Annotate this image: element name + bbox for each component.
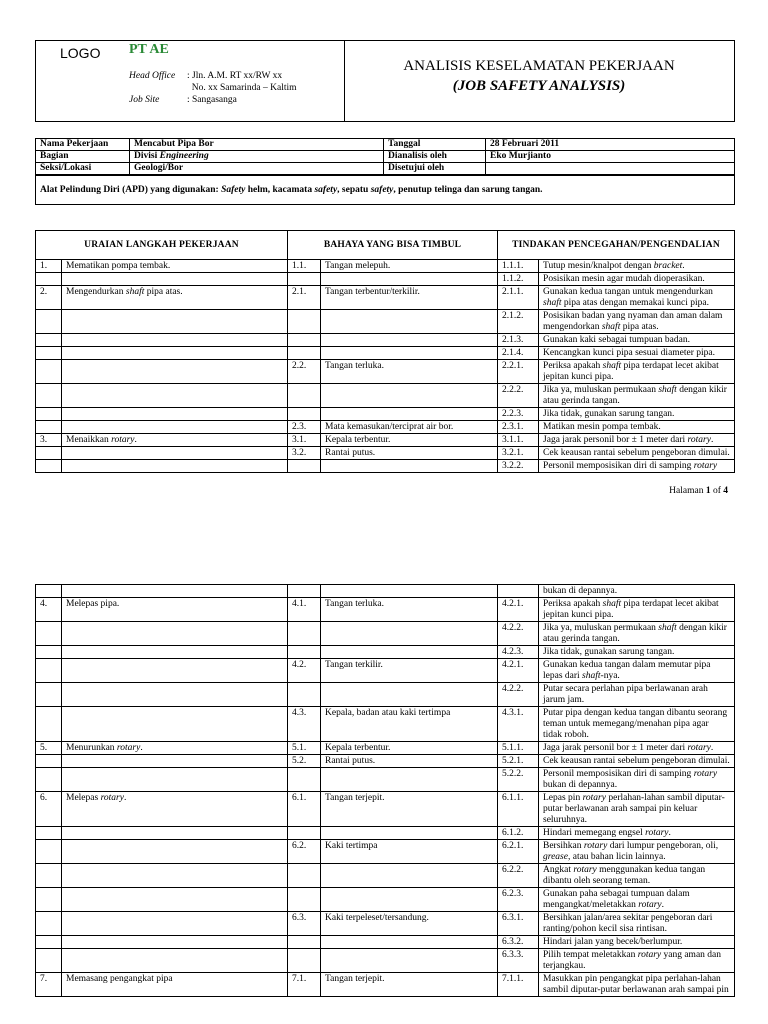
control-number: 6.2.3. — [498, 888, 539, 912]
table-row — [36, 434, 735, 447]
step-number — [36, 408, 62, 421]
hazard-description — [321, 622, 498, 646]
hazard-description: Tangan terbentur/terkilir. — [321, 286, 498, 310]
hazard-number — [288, 460, 321, 473]
step-number — [36, 707, 62, 742]
table-row — [36, 683, 735, 707]
step-number — [36, 310, 62, 334]
control-description: Jika ya, muluskan permukaan shaft dengan kikir atau gerinda tangan. — [539, 622, 735, 646]
step-description — [62, 755, 288, 768]
step-number — [36, 888, 62, 912]
step-description — [62, 408, 288, 421]
control-description: Pilih tempat meletakkan rotary yang aman dan terjangkau. — [539, 949, 735, 973]
control-number: 2.2.2. — [498, 384, 539, 408]
hazard-description: Kepala, badan atau kaki tertimpa — [321, 707, 498, 742]
hazard-description — [321, 408, 498, 421]
ppe-statement: Alat Pelindung Diri (APD) yang digunakan: Safety helm, kacamata safety, sepatu safety, penutup telinga dan sarung tangan. — [35, 175, 735, 205]
step-description: Mengendurkan shaft pipa atas. — [62, 286, 288, 310]
control-description: Gunakan paha sebagai tumpuan dalam mengangkat/meletakkan rotary. — [539, 888, 735, 912]
hazard-number: 2.3. — [288, 421, 321, 434]
hazard-number: 5.2. — [288, 755, 321, 768]
control-description: Cek keausan rantai sebelum pengeboran dimulai. — [539, 447, 735, 460]
step-description — [62, 622, 288, 646]
job-site-value: : Sangasanga — [187, 95, 237, 105]
control-description: Kencangkan kunci pipa sesuai diameter pipa. — [539, 347, 735, 360]
department-value: Divisi Engineering — [130, 151, 384, 163]
control-description: Jaga jarak personil bor ± 1 meter dari rotary. — [539, 742, 735, 755]
control-description: Personil memposisikan diri di samping rotary — [539, 460, 735, 473]
hazard-description — [321, 768, 498, 792]
table-row — [36, 360, 735, 384]
control-description: bukan di depannya. — [539, 585, 735, 598]
step-number — [36, 864, 62, 888]
control-description: Hindari memegang engsel rotary. — [539, 827, 735, 840]
step-number — [36, 347, 62, 360]
step-description — [62, 310, 288, 334]
control-number: 6.3.3. — [498, 949, 539, 973]
hazard-number — [288, 310, 321, 334]
approved-by-label: Disetujui oleh — [384, 163, 486, 175]
control-description: Periksa apakah shaft pipa terdapat lecet akibat jepitan kunci pipa. — [539, 360, 735, 384]
hazard-description: Rantai putus. — [321, 755, 498, 768]
step-description: Menurunkan rotary. — [62, 742, 288, 755]
column-header-hazard: BAHAYA YANG BISA TIMBUL — [288, 231, 498, 260]
control-number: 4.2.1. — [498, 659, 539, 683]
control-number: 4.3.1. — [498, 707, 539, 742]
hazard-description: Tangan terjepit. — [321, 792, 498, 827]
control-number: 6.1.2. — [498, 827, 539, 840]
step-description: Memasang pengangkat pipa — [62, 973, 288, 997]
control-number: 4.2.2. — [498, 683, 539, 707]
hazard-number — [288, 408, 321, 421]
hazard-number — [288, 622, 321, 646]
step-description — [62, 827, 288, 840]
section-value: Geologi/Bor — [130, 163, 384, 175]
table-row — [36, 912, 735, 936]
control-number: 6.2.1. — [498, 840, 539, 864]
hazard-number — [288, 827, 321, 840]
control-number: 5.1.1. — [498, 742, 539, 755]
document-subtitle: (JOB SAFETY ANALYSIS) — [452, 78, 626, 94]
step-description — [62, 646, 288, 659]
step-number — [36, 912, 62, 936]
step-number — [36, 360, 62, 384]
control-number: 1.1.1. — [498, 260, 539, 273]
step-number — [36, 646, 62, 659]
table-row — [36, 286, 735, 310]
department-label: Bagian — [36, 151, 130, 163]
control-number: 6.3.1. — [498, 912, 539, 936]
step-number: 5. — [36, 742, 62, 755]
control-number: 3.1.1. — [498, 434, 539, 447]
control-description: Gunakan kedua tangan dalam memutar pipa lepas dari shaft-nya. — [539, 659, 735, 683]
hazard-description — [321, 683, 498, 707]
step-number — [36, 840, 62, 864]
step-number: 6. — [36, 792, 62, 827]
hazard-description — [321, 310, 498, 334]
jsa-table-page-1 — [35, 230, 735, 473]
step-number — [36, 622, 62, 646]
control-number: 3.2.2. — [498, 460, 539, 473]
step-description — [62, 659, 288, 683]
hazard-description — [321, 347, 498, 360]
hazard-description — [321, 384, 498, 408]
control-description: Periksa apakah shaft pipa terdapat lecet akibat jepitan kunci pipa. — [539, 598, 735, 622]
control-description: Gunakan kaki sebagai tumpuan badan. — [539, 334, 735, 347]
step-description — [62, 888, 288, 912]
step-description — [62, 334, 288, 347]
table-row — [36, 408, 735, 421]
step-number: 2. — [36, 286, 62, 310]
hazard-number: 4.1. — [288, 598, 321, 622]
control-number: 6.3.2. — [498, 936, 539, 949]
table-row — [36, 447, 735, 460]
table-row — [36, 755, 735, 768]
step-number — [36, 659, 62, 683]
control-description: Matikan mesin pompa tembak. — [539, 421, 735, 434]
table-row — [36, 260, 735, 273]
control-number: 2.2.3. — [498, 408, 539, 421]
hazard-number: 5.1. — [288, 742, 321, 755]
step-number — [36, 949, 62, 973]
table-row — [36, 768, 735, 792]
control-number — [498, 585, 539, 598]
step-number — [36, 936, 62, 949]
step-number: 1. — [36, 260, 62, 273]
hazard-description: Tangan terjepit. — [321, 973, 498, 997]
control-number: 2.1.4. — [498, 347, 539, 360]
control-number: 2.1.2. — [498, 310, 539, 334]
hazard-number: 6.1. — [288, 792, 321, 827]
document-header — [35, 40, 735, 122]
hazard-description — [321, 827, 498, 840]
step-description — [62, 949, 288, 973]
control-description: Angkat rotary menggunakan kedua tangan dibantu oleh seorang teman. — [539, 864, 735, 888]
step-description: Melepas pipa. — [62, 598, 288, 622]
table-row — [36, 622, 735, 646]
step-number: 7. — [36, 973, 62, 997]
control-number: 6.1.1. — [498, 792, 539, 827]
hazard-description: Tangan melepuh. — [321, 260, 498, 273]
date-value: 28 Februari 2011 — [486, 139, 735, 151]
approved-by-value — [486, 163, 735, 175]
document-title: ANALISIS KESELAMATAN PEKERJAAN — [403, 58, 675, 74]
control-number: 3.2.1. — [498, 447, 539, 460]
hazard-description — [321, 646, 498, 659]
hazard-description: Tangan terluka. — [321, 360, 498, 384]
step-number — [36, 421, 62, 434]
table-row — [36, 659, 735, 683]
control-description: Putar secara perlahan pipa berlawanan arah jarum jam. — [539, 683, 735, 707]
column-header-step: URAIAN LANGKAH PEKERJAAN — [36, 231, 288, 260]
hazard-description — [321, 585, 498, 598]
step-description — [62, 384, 288, 408]
control-description: Tutup mesin/knalpot dengan bracket. — [539, 260, 735, 273]
hazard-number: 4.2. — [288, 659, 321, 683]
control-number: 2.2.1. — [498, 360, 539, 384]
hazard-description: Kaki tertimpa — [321, 840, 498, 864]
step-description — [62, 840, 288, 864]
page-number: Halaman 1 of 4 — [669, 486, 728, 496]
hazard-description: Kaki terpeleset/tersandung. — [321, 912, 498, 936]
hazard-number — [288, 864, 321, 888]
column-header-control: TINDAKAN PENCEGAHAN/PENGENDALIAN — [498, 231, 735, 260]
step-description — [62, 912, 288, 936]
table-row — [36, 936, 735, 949]
step-number — [36, 768, 62, 792]
hazard-number — [288, 347, 321, 360]
hazard-number — [288, 646, 321, 659]
step-description — [62, 273, 288, 286]
hazard-number — [288, 888, 321, 912]
table-row — [36, 827, 735, 840]
hazard-number: 6.2. — [288, 840, 321, 864]
head-office-value: : Jln. A.M. RT xx/RW xx — [187, 71, 283, 81]
control-description: Posisikan mesin agar mudah dioperasikan. — [539, 273, 735, 286]
job-info-table — [35, 138, 735, 175]
job-name-label: Nama Pekerjaan — [36, 139, 130, 151]
table-row — [36, 421, 735, 434]
head-office-label: Head Office — [129, 71, 176, 81]
control-number: 2.1.3. — [498, 334, 539, 347]
step-number — [36, 827, 62, 840]
hazard-description — [321, 460, 498, 473]
step-number — [36, 683, 62, 707]
hazard-number: 7.1. — [288, 973, 321, 997]
table-row — [36, 864, 735, 888]
hazard-number: 6.3. — [288, 912, 321, 936]
control-description: Putar pipa dengan kedua tangan dibantu seorang teman untuk memegang/menahan pipa agar tidak roboh. — [539, 707, 735, 742]
hazard-description: Tangan terluka. — [321, 598, 498, 622]
hazard-description — [321, 334, 498, 347]
table-row — [36, 273, 735, 286]
control-description: Jika tidak, gunakan sarung tangan. — [539, 646, 735, 659]
control-number: 4.2.2. — [498, 622, 539, 646]
head-office-city: No. xx Samarinda – Kaltim — [191, 83, 297, 93]
hazard-description — [321, 949, 498, 973]
company-address — [129, 70, 297, 106]
step-description — [62, 683, 288, 707]
hazard-description — [321, 888, 498, 912]
step-number: 3. — [36, 434, 62, 447]
control-number: 7.1.1. — [498, 973, 539, 997]
table-row — [36, 460, 735, 473]
control-number: 4.2.1. — [498, 598, 539, 622]
step-description — [62, 585, 288, 598]
step-description — [62, 460, 288, 473]
job-site-label: Job Site — [129, 95, 160, 105]
table-row — [36, 347, 735, 360]
table-row — [36, 310, 735, 334]
hazard-description: Kepala terbentur. — [321, 742, 498, 755]
hazard-number — [288, 273, 321, 286]
hazard-description: Kepala terbentur. — [321, 434, 498, 447]
step-description: Mematikan pompa tembak. — [62, 260, 288, 273]
control-number: 5.2.1. — [498, 755, 539, 768]
hazard-number: 4.3. — [288, 707, 321, 742]
table-row — [36, 888, 735, 912]
table-row — [36, 585, 735, 598]
control-number: 2.1.1. — [498, 286, 539, 310]
step-description — [62, 707, 288, 742]
table-row — [36, 949, 735, 973]
control-number: 2.3.1. — [498, 421, 539, 434]
hazard-description: Rantai putus. — [321, 447, 498, 460]
hazard-number — [288, 585, 321, 598]
hazard-number: 3.2. — [288, 447, 321, 460]
control-description: Bersihkan rotary dari lumpur pengeboran, oli, grease, atau bahan licin lainnya. — [539, 840, 735, 864]
hazard-number — [288, 683, 321, 707]
hazard-number: 1.1. — [288, 260, 321, 273]
table-row — [36, 973, 735, 997]
analyzed-by-label: Dianalisis oleh — [384, 151, 486, 163]
control-description: Lepas pin rotary perlahan-lahan sambil diputar-putar berlawanan arah sampai pin keluar seluruhnya. — [539, 792, 735, 827]
step-number — [36, 755, 62, 768]
hazard-number — [288, 936, 321, 949]
hazard-number: 2.2. — [288, 360, 321, 384]
step-number — [36, 384, 62, 408]
control-description: Jika ya, muluskan permukaan shaft dengan kikir atau gerinda tangan. — [539, 384, 735, 408]
step-description — [62, 936, 288, 949]
step-description: Menaikkan rotary. — [62, 434, 288, 447]
step-number — [36, 460, 62, 473]
step-description — [62, 768, 288, 792]
control-description: Jika tidak, gunakan sarung tangan. — [539, 408, 735, 421]
control-description: Personil memposisikan diri di samping rotary bukan di depannya. — [539, 768, 735, 792]
control-description: Cek keausan rantai sebelum pengeboran dimulai. — [539, 755, 735, 768]
step-description — [62, 360, 288, 384]
company-name: PT AE — [129, 42, 169, 57]
hazard-number: 3.1. — [288, 434, 321, 447]
step-number — [36, 273, 62, 286]
control-description: Gunakan kedua tangan untuk mengendurkan shaft pipa atas dengan memakai kunci pipa. — [539, 286, 735, 310]
step-number — [36, 447, 62, 460]
table-row — [36, 792, 735, 827]
analyzed-by-value: Eko Murjianto — [486, 151, 735, 163]
control-number: 1.1.2. — [498, 273, 539, 286]
section-label: Seksi/Lokasi — [36, 163, 130, 175]
jsa-table-page-2 — [35, 584, 735, 997]
control-description: Posisikan badan yang nyaman dan aman dalam mengendorkan shaft pipa atas. — [539, 310, 735, 334]
step-number: 4. — [36, 598, 62, 622]
hazard-description: Mata kemasukan/terciprat air bor. — [321, 421, 498, 434]
table-row — [36, 384, 735, 408]
logo-placeholder: LOGO — [60, 45, 101, 61]
control-number: 6.2.2. — [498, 864, 539, 888]
control-description: Jaga jarak personil bor ± 1 meter dari rotary. — [539, 434, 735, 447]
step-number — [36, 585, 62, 598]
hazard-number — [288, 384, 321, 408]
table-row — [36, 707, 735, 742]
step-description — [62, 447, 288, 460]
table-row — [36, 742, 735, 755]
step-description — [62, 421, 288, 434]
control-description: Masukkan pin pengangkat pipa perlahan-lahan sambil diputar-putar berlawanan arah sampai pin — [539, 973, 735, 997]
table-row — [36, 598, 735, 622]
control-description: Hindari jalan yang becek/berlumpur. — [539, 936, 735, 949]
date-label: Tanggal — [384, 139, 486, 151]
table-row — [36, 334, 735, 347]
job-name-value: Mencabut Pipa Bor — [130, 139, 384, 151]
hazard-description — [321, 864, 498, 888]
step-number — [36, 334, 62, 347]
step-description: Melepas rotary. — [62, 792, 288, 827]
hazard-number — [288, 768, 321, 792]
hazard-number — [288, 334, 321, 347]
control-number: 5.2.2. — [498, 768, 539, 792]
control-description: Bersihkan jalan/area sekitar pengeboran dari ranting/pohon kecil sisa rintisan. — [539, 912, 735, 936]
hazard-description — [321, 273, 498, 286]
hazard-number: 2.1. — [288, 286, 321, 310]
step-description — [62, 864, 288, 888]
table-row — [36, 646, 735, 659]
table-row — [36, 840, 735, 864]
control-number: 4.2.3. — [498, 646, 539, 659]
hazard-description — [321, 936, 498, 949]
hazard-description: Tangan terkilir. — [321, 659, 498, 683]
step-description — [62, 347, 288, 360]
hazard-number — [288, 949, 321, 973]
